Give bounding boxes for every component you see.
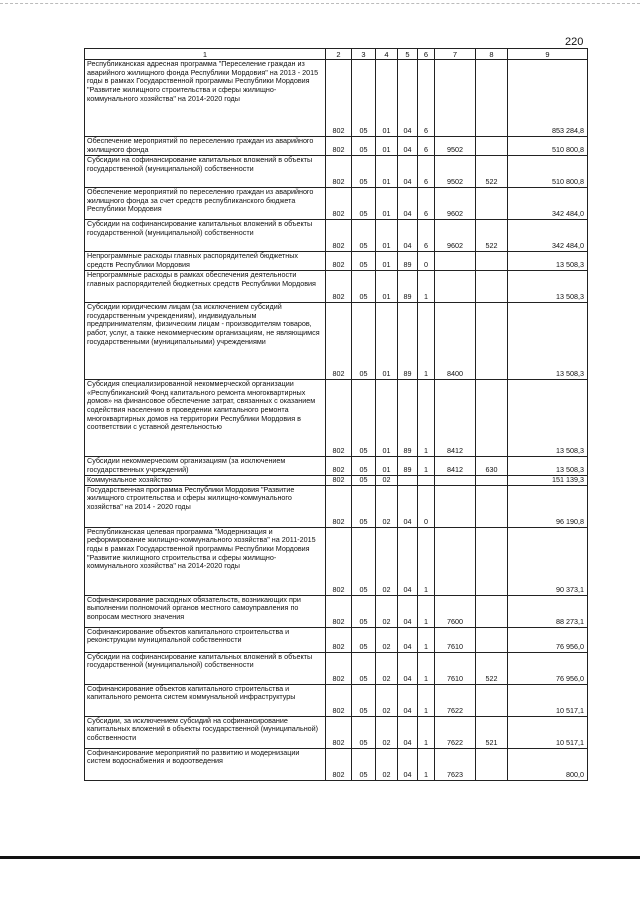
row-code-cell: 802 [326,476,352,486]
row-subprogram-cell: 0 [418,485,435,527]
row-item-cell: 7623 [435,748,476,780]
table-row [85,188,588,220]
row-program-cell: 04 [398,137,418,156]
row-section-cell: 05 [352,137,376,156]
table-row [85,156,588,188]
header-row [85,49,588,60]
row-subsection-cell: 02 [376,627,398,652]
row-code-cell: 802 [326,137,352,156]
row-amount-cell: 10 517,1 [508,716,588,748]
row-expense-type-cell [476,485,508,527]
row-program-cell: 04 [398,684,418,716]
row-code-cell: 802 [326,156,352,188]
scan-top-edge [0,3,640,5]
row-program-cell: 04 [398,527,418,595]
table-row [85,652,588,684]
row-amount-cell: 151 139,3 [508,476,588,486]
row-section-cell: 05 [352,156,376,188]
row-section-cell: 05 [352,627,376,652]
table-row [85,457,588,476]
row-code-cell: 802 [326,684,352,716]
row-name-cell: Субсидии, за исключением субсидий на софинансирование капитальных вложений в объекты государственной (муниципальной) собственности [85,716,326,748]
row-section-cell: 05 [352,380,376,457]
row-item-cell: 7622 [435,684,476,716]
row-subprogram-cell: 6 [418,156,435,188]
row-section-cell: 05 [352,60,376,137]
column-header: 8 [476,49,508,60]
table-row [85,380,588,457]
row-name-cell: Субсидия специализированной некоммерческой организации «Республиканский Фонд капитального ремонта многоквартирных домов» на финансовое обеспечение затрат, связанных с оказанием содействия населению в проведении капитального ремонта многоквартирных домов на территории Республики Мордовия в соответствии с уставной деятельностью [85,380,326,457]
row-name-cell: Софинансирование объектов капитального строительства и реконструкции муниципальной собственности [85,627,326,652]
row-amount-cell: 76 956,0 [508,627,588,652]
table-row [85,684,588,716]
table-row [85,220,588,252]
row-subsection-cell: 01 [376,252,398,271]
row-expense-type-cell: 522 [476,156,508,188]
row-name-cell: Непрограммные расходы в рамках обеспечения деятельности главных распорядителей бюджетных средств Республики Мордовия [85,271,326,303]
row-subsection-cell: 02 [376,527,398,595]
row-subsection-cell: 02 [376,748,398,780]
row-item-cell: 9502 [435,137,476,156]
row-expense-type-cell [476,684,508,716]
row-subprogram-cell: 6 [418,137,435,156]
row-amount-cell: 76 956,0 [508,652,588,684]
row-item-cell: 9602 [435,220,476,252]
row-code-cell: 802 [326,220,352,252]
row-section-cell: 05 [352,716,376,748]
row-subprogram-cell: 1 [418,457,435,476]
row-subsection-cell: 02 [376,595,398,627]
row-amount-cell: 88 273,1 [508,595,588,627]
row-item-cell: 7600 [435,595,476,627]
row-program-cell [398,476,418,486]
row-item-cell [435,271,476,303]
row-program-cell: 04 [398,156,418,188]
row-amount-cell: 510 800,8 [508,156,588,188]
row-expense-type-cell [476,252,508,271]
column-header: 2 [326,49,352,60]
row-code-cell: 802 [326,271,352,303]
row-amount-cell: 510 800,8 [508,137,588,156]
row-name-cell: Субсидии на софинансирование капитальных вложений в объекты государственной (муниципальной) собственности [85,652,326,684]
row-amount-cell: 13 508,3 [508,457,588,476]
row-name-cell: Субсидии юридическим лицам (за исключением субсидий государственным учреждениям), индивидуальным предпринимателям, физическим лицам - производителям товаров, работ, услуг, а также некоммерческим организациям, не являющимся государственными (муниципальными) учреждениями [85,303,326,380]
column-header: 6 [418,49,435,60]
row-subprogram-cell: 1 [418,627,435,652]
row-name-cell: Республиканская адресная программа "Переселение граждан из аварийного жилищного фонда Республики Мордовия" на 2013 - 2015 годы в рамках Государственной программы Республики Мордовия "Развитие жилищного строительства и сферы жилищно-коммунального хозяйства" на 2014-2020 годы [85,60,326,137]
row-program-cell: 04 [398,748,418,780]
row-program-cell: 04 [398,627,418,652]
row-subsection-cell: 02 [376,684,398,716]
row-name-cell: Обеспечение мероприятий по переселению граждан из аварийного жилищного фонда [85,137,326,156]
row-subsection-cell: 01 [376,271,398,303]
row-code-cell: 802 [326,748,352,780]
row-subsection-cell: 01 [376,60,398,137]
row-item-cell: 7610 [435,652,476,684]
row-program-cell: 89 [398,271,418,303]
row-expense-type-cell: 521 [476,716,508,748]
row-amount-cell: 96 190,8 [508,485,588,527]
row-name-cell: Непрограммные расходы главных распорядителей бюджетных средств Республики Мордовия [85,252,326,271]
row-name-cell: Государственная программа Республики Мордовия "Развитие жилищного строительства и сферы жилищно-коммунального хозяйства" на 2014 - 2020 годы [85,485,326,527]
row-subprogram-cell: 0 [418,252,435,271]
row-code-cell: 802 [326,188,352,220]
table-row [85,716,588,748]
row-item-cell: 8412 [435,380,476,457]
row-code-cell: 802 [326,380,352,457]
row-code-cell: 802 [326,485,352,527]
row-subsection-cell: 01 [376,156,398,188]
row-expense-type-cell [476,271,508,303]
row-section-cell: 05 [352,595,376,627]
row-code-cell: 802 [326,252,352,271]
row-subsection-cell: 01 [376,188,398,220]
row-expense-type-cell [476,748,508,780]
row-code-cell: 802 [326,303,352,380]
row-amount-cell: 342 484,0 [508,220,588,252]
row-item-cell: 9502 [435,156,476,188]
row-name-cell: Республиканская целевая программа "Модернизация и реформирование жилищно-коммунального хозяйства" на 2011-2015 годы в рамках Государственной программы Республики Мордовия "Развитие жилищного строительства и сферы жилищно-коммунального хозяйства" на 2014-2020 годы [85,527,326,595]
row-expense-type-cell [476,476,508,486]
row-section-cell: 05 [352,303,376,380]
row-section-cell: 05 [352,476,376,486]
row-expense-type-cell: 522 [476,652,508,684]
row-subprogram-cell: 1 [418,303,435,380]
row-code-cell: 802 [326,60,352,137]
row-program-cell: 04 [398,652,418,684]
row-subprogram-cell: 1 [418,652,435,684]
row-section-cell: 05 [352,652,376,684]
row-program-cell: 04 [398,485,418,527]
table-row [85,476,588,486]
row-section-cell: 05 [352,252,376,271]
row-expense-type-cell [476,527,508,595]
row-amount-cell: 90 373,1 [508,527,588,595]
table-row [85,748,588,780]
row-program-cell: 04 [398,188,418,220]
column-header: 5 [398,49,418,60]
budget-table [84,48,588,781]
row-subsection-cell: 01 [376,303,398,380]
row-program-cell: 04 [398,60,418,137]
row-section-cell: 05 [352,527,376,595]
row-program-cell: 89 [398,252,418,271]
row-subprogram-cell: 6 [418,220,435,252]
row-subprogram-cell: 1 [418,716,435,748]
row-amount-cell: 853 284,8 [508,60,588,137]
row-expense-type-cell [476,303,508,380]
row-subprogram-cell: 6 [418,188,435,220]
row-program-cell: 04 [398,716,418,748]
row-expense-type-cell [476,60,508,137]
row-section-cell: 05 [352,271,376,303]
row-item-cell [435,527,476,595]
row-subsection-cell: 02 [376,476,398,486]
row-subsection-cell: 01 [376,457,398,476]
table-row [85,485,588,527]
column-header: 4 [376,49,398,60]
row-section-cell: 05 [352,684,376,716]
row-name-cell: Софинансирование расходных обязательств, возникающих при выполнении полномочий органов местного самоуправления по вопросам местного значения [85,595,326,627]
row-name-cell: Субсидии на софинансирование капитальных вложений в объекты государственной (муниципальной) собственности [85,220,326,252]
row-program-cell: 04 [398,220,418,252]
table-row [85,60,588,137]
row-item-cell: 7610 [435,627,476,652]
row-expense-type-cell [476,137,508,156]
row-name-cell: Субсидии некоммерческим организациям (за исключением государственных учреждений) [85,457,326,476]
row-item-cell: 8412 [435,457,476,476]
row-expense-type-cell [476,380,508,457]
row-subprogram-cell: 1 [418,380,435,457]
row-amount-cell: 10 517,1 [508,684,588,716]
row-section-cell: 05 [352,457,376,476]
row-item-cell: 8400 [435,303,476,380]
row-code-cell: 802 [326,527,352,595]
row-program-cell: 04 [398,595,418,627]
table-row [85,137,588,156]
table-row [85,303,588,380]
column-header: 7 [435,49,476,60]
row-expense-type-cell: 630 [476,457,508,476]
row-item-cell [435,476,476,486]
row-expense-type-cell [476,595,508,627]
row-name-cell: Коммунальное хозяйство [85,476,326,486]
table-row [85,627,588,652]
row-section-cell: 05 [352,485,376,527]
row-name-cell: Субсидии на софинансирование капитальных вложений в объекты государственной (муниципальной) собственности [85,156,326,188]
row-subsection-cell: 02 [376,716,398,748]
row-item-cell [435,485,476,527]
row-code-cell: 802 [326,595,352,627]
row-subsection-cell: 01 [376,220,398,252]
row-subprogram-cell [418,476,435,486]
row-code-cell: 802 [326,457,352,476]
row-subsection-cell: 02 [376,485,398,527]
row-item-cell [435,60,476,137]
row-subprogram-cell: 6 [418,60,435,137]
scan-bottom-bar [0,856,640,859]
row-amount-cell: 342 484,0 [508,188,588,220]
row-subsection-cell: 01 [376,380,398,457]
row-name-cell: Софинансирование мероприятий по развитию и модернизации систем водоснабжения и водоотведения [85,748,326,780]
budget-table-container [84,48,588,781]
row-amount-cell: 13 508,3 [508,252,588,271]
table-row [85,595,588,627]
row-item-cell: 7622 [435,716,476,748]
row-subprogram-cell: 1 [418,271,435,303]
row-name-cell: Обеспечение мероприятий по переселению граждан из аварийного жилищного фонда за счет средств республиканского бюджета Республики Мордовия [85,188,326,220]
row-program-cell: 89 [398,303,418,380]
table-row [85,527,588,595]
column-header: 9 [508,49,588,60]
row-subsection-cell: 01 [376,137,398,156]
row-code-cell: 802 [326,716,352,748]
page-number: 220 [565,36,584,48]
column-header: 1 [85,49,326,60]
row-item-cell: 9602 [435,188,476,220]
table-row [85,271,588,303]
row-subprogram-cell: 1 [418,595,435,627]
row-expense-type-cell [476,188,508,220]
row-amount-cell: 13 508,3 [508,303,588,380]
column-header: 3 [352,49,376,60]
row-code-cell: 802 [326,627,352,652]
row-subprogram-cell: 1 [418,527,435,595]
row-program-cell: 89 [398,457,418,476]
row-section-cell: 05 [352,188,376,220]
row-amount-cell: 800,0 [508,748,588,780]
row-section-cell: 05 [352,748,376,780]
row-subprogram-cell: 1 [418,684,435,716]
row-expense-type-cell: 522 [476,220,508,252]
row-expense-type-cell [476,627,508,652]
row-subprogram-cell: 1 [418,748,435,780]
row-amount-cell: 13 508,3 [508,271,588,303]
row-amount-cell: 13 508,3 [508,380,588,457]
row-item-cell [435,252,476,271]
table-row [85,252,588,271]
row-subsection-cell: 02 [376,652,398,684]
row-name-cell: Софинансирование объектов капитального строительства и капитального ремонта систем коммунальной инфраструктуры [85,684,326,716]
row-code-cell: 802 [326,652,352,684]
row-section-cell: 05 [352,220,376,252]
row-program-cell: 89 [398,380,418,457]
